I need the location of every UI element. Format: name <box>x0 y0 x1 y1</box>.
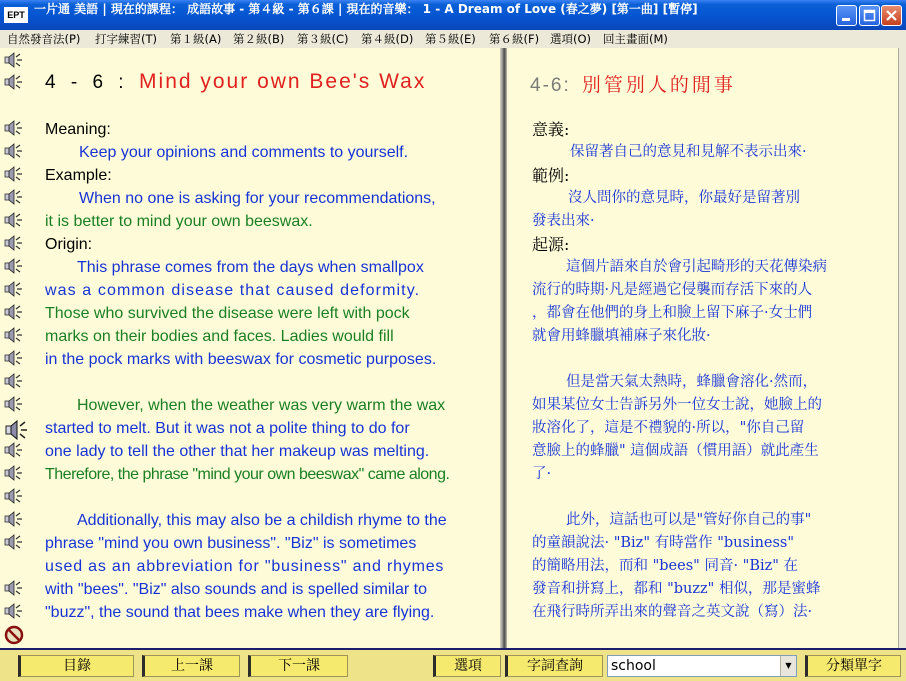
lesson-title-en: Mind your own Bee's Wax <box>139 70 427 93</box>
menu-level-2[interactable]: 第２級(B) <box>233 32 285 46</box>
close-button[interactable] <box>881 5 902 26</box>
speaker-icon[interactable] <box>3 325 25 345</box>
origin-label: Origin: <box>45 236 93 253</box>
dropdown-arrow-icon[interactable]: ▼ <box>780 656 796 676</box>
menu-typing[interactable]: 打字練習(T) <box>95 32 157 46</box>
app-logo: EPT <box>4 7 28 23</box>
next-lesson-button[interactable]: 下一課 <box>248 655 348 677</box>
speaker-icon[interactable] <box>3 532 25 552</box>
speaker-icon[interactable] <box>3 141 25 161</box>
window-title: 一片通 美語 | 現在的課程： 成語故事 - 第４級 - 第６課 | 現在的音樂： 1 - A Dream of Love (春之夢) [第一曲] [暫停] <box>34 2 698 16</box>
origin-line-zh: 這個片語來自於會引起畸形的天花傳染病 <box>566 259 827 275</box>
origin-line-zh: 意臉上的蜂臘" 這個成語（慣用語）就此產生 <box>532 443 819 459</box>
close-icon <box>882 6 901 25</box>
origin-line: Additionally, this may also be a childish rhyme to the <box>77 512 447 529</box>
speaker-icon[interactable] <box>3 440 25 460</box>
speaker-icon[interactable] <box>3 50 25 70</box>
speaker-icon[interactable] <box>3 164 25 184</box>
lesson-number: 4 - 6 : <box>45 72 129 93</box>
speaker-icon[interactable] <box>3 210 25 230</box>
lesson-number-zh: 4-6: <box>530 75 571 96</box>
menu-level-6[interactable]: 第６級(F) <box>489 32 540 46</box>
index-button[interactable]: 目錄 <box>18 655 134 677</box>
maximize-icon <box>860 6 879 25</box>
origin-line-zh: 的簡略用法，而和 "bees" 同音· "Biz" 在 <box>532 558 799 574</box>
pane-splitter[interactable] <box>500 48 507 648</box>
origin-line: phrase "mind you own business". "Biz" is sometimes <box>45 535 417 552</box>
minimize-button[interactable] <box>836 5 857 26</box>
origin-line-zh: 的童韻說法· "Biz" 有時當作 "business" <box>532 535 795 551</box>
origin-line: with "bees". "Biz" also sounds and is spelled similar to <box>45 581 428 598</box>
origin-line-zh: 在飛行時所弄出來的聲音之英文說（寫）法· <box>532 604 813 620</box>
origin-label-zh: 起源: <box>532 235 570 254</box>
menu-options[interactable]: 選項(O) <box>550 32 592 46</box>
speaker-icon[interactable] <box>3 348 25 368</box>
speaker-icon[interactable] <box>3 187 25 207</box>
speaker-icon[interactable] <box>4 418 30 442</box>
speaker-icon[interactable] <box>3 256 25 276</box>
origin-line-zh: 但是當天氣太熱時，蜂臘會溶化·然而， <box>566 374 818 390</box>
origin-line: was a common disease that caused deformity. <box>45 282 421 299</box>
stop-icon[interactable] <box>3 624 25 644</box>
speaker-icon[interactable] <box>3 601 25 621</box>
speaker-icon[interactable] <box>3 486 25 506</box>
speaker-icon[interactable] <box>3 72 25 92</box>
example-label-zh: 範例: <box>532 166 570 185</box>
origin-line-zh: 妝溶化了，這是不禮貌的·所以，"你自己留 <box>532 420 805 436</box>
speaker-icon[interactable] <box>3 394 25 414</box>
lesson-title <box>45 70 426 94</box>
meaning-label-zh: 意義: <box>532 120 570 139</box>
example-line-zh: 發表出來· <box>532 213 595 229</box>
origin-line-zh: 此外，這話也可以是"管好你自己的事" <box>566 512 812 528</box>
origin-line: started to melt. But it was not a polite thing to do for <box>45 420 410 437</box>
speaker-icon[interactable] <box>3 509 25 529</box>
origin-line: used as an abbreviation for "business" and rhymes <box>45 558 445 575</box>
lesson-title-zh: 別管別人的閒事 <box>581 74 736 96</box>
origin-line-zh: ，都會在他們的身上和臉上留下麻子·女士們 <box>532 305 813 321</box>
speaker-icon[interactable] <box>3 279 25 299</box>
example-line-zh: 沒人問你的意見時，你最好是留著別 <box>568 190 800 206</box>
title-bar <box>0 0 906 30</box>
speaker-icon[interactable] <box>3 302 25 322</box>
example-line: it is better to mind your own beeswax. <box>45 213 313 230</box>
vocabulary-category-button[interactable]: 分類單字 <box>805 655 901 677</box>
speaker-icon[interactable] <box>3 371 25 391</box>
word-combo-value: school <box>611 658 656 674</box>
minimize-icon <box>837 6 856 25</box>
origin-line-zh: 發音和拼寫上，都和 "buzz" 相似，那是蜜蜂 <box>532 581 821 597</box>
origin-line: one lady to tell the other that her makeup was melting. <box>45 443 430 460</box>
previous-lesson-button[interactable]: 上一課 <box>142 655 240 677</box>
origin-line-zh: 就會用蜂臘填補麻子來化妝· <box>532 328 711 344</box>
example-label: Example: <box>45 167 112 184</box>
origin-line: However, when the weather was very warm the wax <box>77 397 446 414</box>
scrollbar[interactable] <box>898 48 906 648</box>
menu-main-screen[interactable]: 回主畫面(M) <box>603 32 668 46</box>
origin-line: "buzz", the sound that bees make when they are flying. <box>45 604 435 621</box>
options-button[interactable]: 選項 <box>433 655 501 677</box>
origin-line-zh: 了· <box>532 466 552 482</box>
example-line: When no one is asking for your recommendations, <box>79 190 436 207</box>
menu-level-3[interactable]: 第３級(C) <box>297 32 349 46</box>
meaning-text-zh: 保留著自己的意見和見解不表示出來· <box>570 144 807 160</box>
meaning-label: Meaning: <box>45 121 111 138</box>
lesson-title-zh-wrap <box>530 70 736 97</box>
menu-level-4[interactable]: 第４級(D) <box>361 32 414 46</box>
menu-phonics[interactable]: 自然發音法(P) <box>7 32 81 46</box>
origin-line: This phrase comes from the days when smallpox <box>77 259 424 276</box>
maximize-button[interactable] <box>859 5 880 26</box>
speaker-icon[interactable] <box>3 118 25 138</box>
menu-level-1[interactable]: 第１級(A) <box>170 32 222 46</box>
origin-line: in the pock marks with beeswax for cosmetic purposes. <box>45 351 437 368</box>
menu-bar <box>0 30 906 49</box>
dictionary-lookup-button[interactable]: 字詞查詢 <box>505 655 603 677</box>
origin-line: marks on their bodies and faces. Ladies would fill <box>45 328 394 345</box>
speaker-icon[interactable] <box>3 463 25 483</box>
origin-line: Therefore, the phrase "mind your own beeswax" came along. <box>45 466 450 483</box>
word-combo-box[interactable] <box>607 655 797 677</box>
menu-level-5[interactable]: 第５級(E) <box>425 32 476 46</box>
speaker-icon[interactable] <box>3 578 25 598</box>
origin-line-zh: 如果某位女士告訴另外一位女士說，她臉上的 <box>532 397 822 413</box>
origin-line-zh: 流行的時期·凡是經過它侵襲而存活下來的人 <box>532 282 813 298</box>
meaning-text: Keep your opinions and comments to yourself. <box>79 144 409 161</box>
origin-line: Those who survived the disease were left with pock <box>45 305 410 322</box>
speaker-icon[interactable] <box>3 233 25 253</box>
